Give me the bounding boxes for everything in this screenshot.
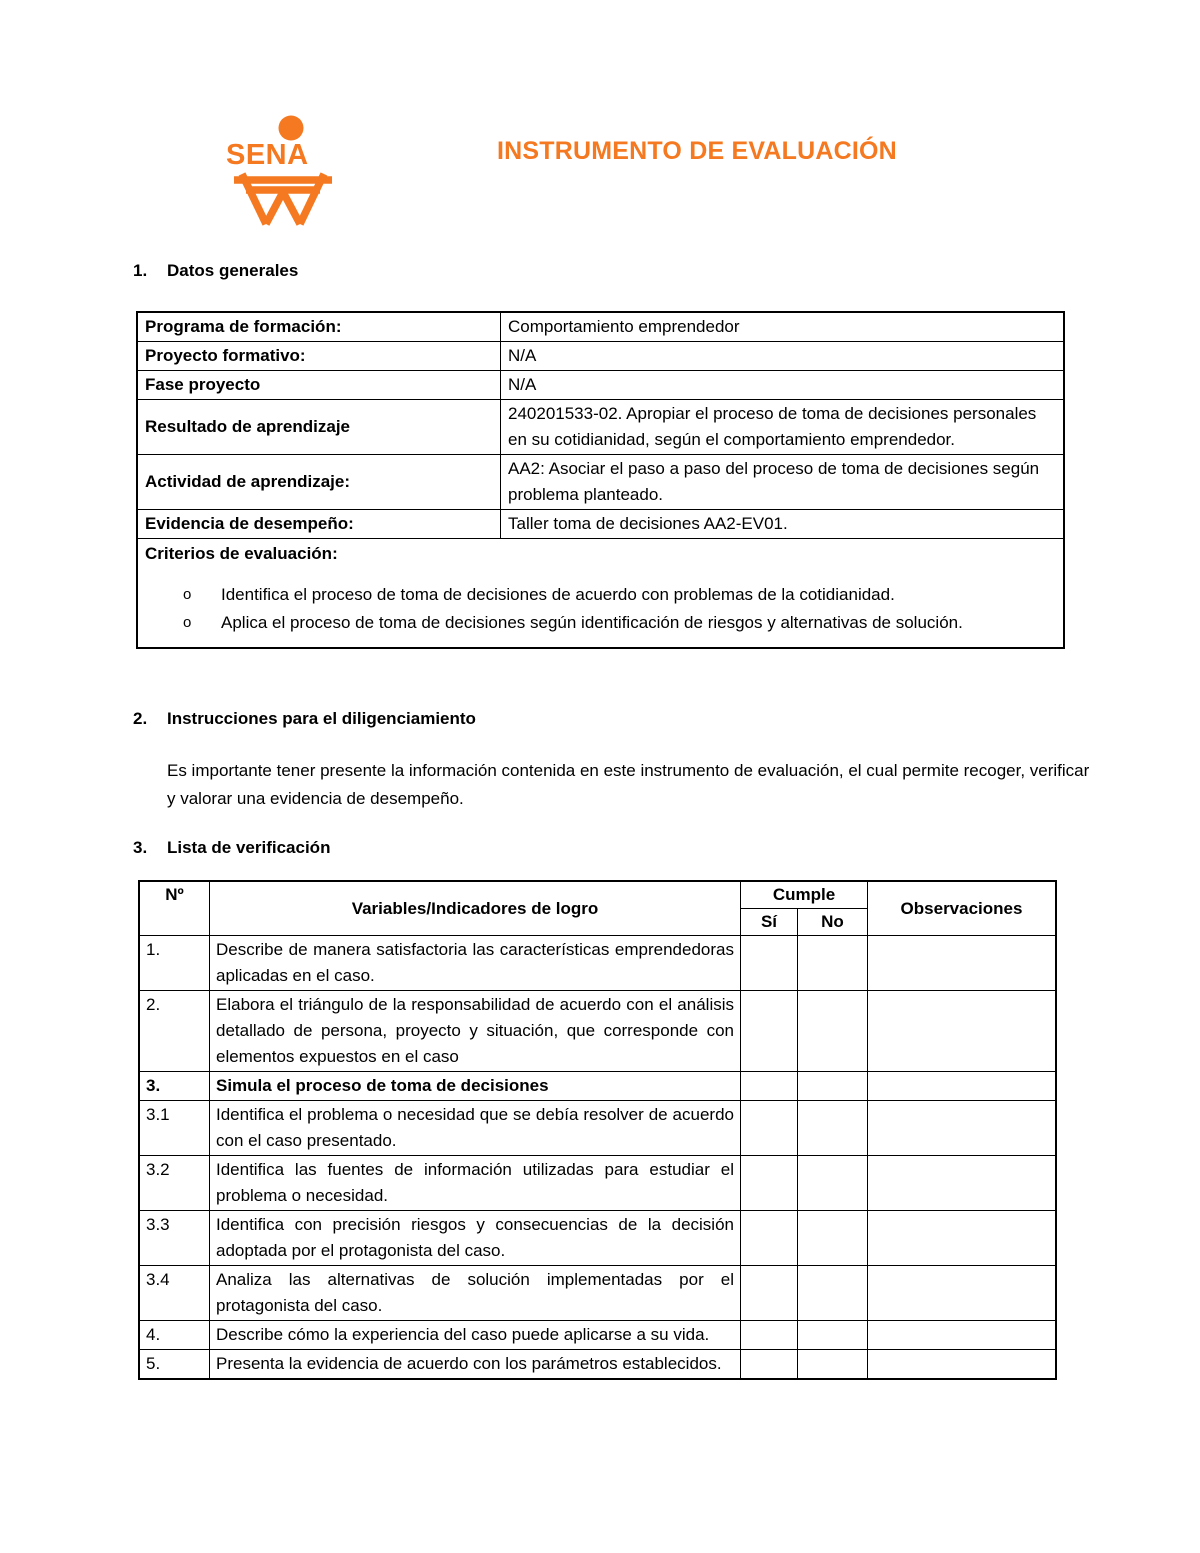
cell-si[interactable] — [741, 1156, 798, 1211]
cell-no[interactable] — [798, 991, 868, 1072]
general-label: Evidencia de desempeño: — [137, 510, 501, 539]
row-number: 3.2 — [139, 1156, 210, 1211]
general-row — [137, 371, 1064, 400]
row-number: 3.1 — [139, 1101, 210, 1156]
general-value: 240201533-02. Apropiar el proceso de toma de decisiones personales en su cotidianidad, según el comportamiento emprendedor. — [501, 400, 1065, 455]
cell-si[interactable] — [741, 1266, 798, 1321]
row-number: 1. — [139, 936, 210, 991]
bullet-icon: o — [183, 614, 192, 631]
cell-si[interactable] — [741, 991, 798, 1072]
checklist-row — [139, 1350, 1056, 1380]
cell-no[interactable] — [798, 1072, 868, 1101]
checklist-row — [139, 1101, 1056, 1156]
general-row — [137, 400, 1064, 455]
criteria-cell — [137, 539, 1064, 649]
cell-si[interactable] — [741, 1101, 798, 1156]
cell-no[interactable] — [798, 1266, 868, 1321]
cell-observations[interactable] — [868, 1101, 1057, 1156]
criteria-list — [145, 581, 1056, 637]
logo-wordmark: SENA — [226, 139, 309, 171]
cell-no[interactable] — [798, 1321, 868, 1350]
cell-si[interactable] — [741, 1350, 798, 1380]
checklist-header-row — [139, 881, 1056, 909]
cell-observations[interactable] — [868, 991, 1057, 1072]
general-label: Fase proyecto — [137, 371, 501, 400]
cell-observations[interactable] — [868, 1156, 1057, 1211]
general-row — [137, 455, 1064, 510]
section-3-label: Lista de verificación — [167, 838, 331, 857]
row-indicator: Identifica con precisión riesgos y consecuencias de la decisión adoptada por el protagonista del caso. — [210, 1211, 741, 1266]
cell-observations[interactable] — [868, 1266, 1057, 1321]
row-number: 2. — [139, 991, 210, 1072]
section-2-number: 2. — [133, 709, 148, 728]
cell-no[interactable] — [798, 1101, 868, 1156]
cell-observations[interactable] — [868, 1350, 1057, 1380]
section-1-title — [133, 261, 298, 281]
cell-si[interactable] — [741, 1321, 798, 1350]
row-indicator: Analiza las alternativas de solución implementadas por el protagonista del caso. — [210, 1266, 741, 1321]
row-number: 3. — [139, 1072, 210, 1101]
header-cumple: Cumple — [741, 881, 868, 909]
row-indicator: Identifica el problema o necesidad que se debía resolver de acuerdo con el caso presentado. — [210, 1101, 741, 1156]
row-number: 3.3 — [139, 1211, 210, 1266]
general-row — [137, 510, 1064, 539]
cell-si[interactable] — [741, 1072, 798, 1101]
header-no: No — [798, 909, 868, 936]
checklist-row — [139, 936, 1056, 991]
criteria-item — [145, 581, 1056, 609]
row-indicator: Presenta la evidencia de acuerdo con los parámetros establecidos. — [210, 1350, 741, 1380]
row-indicator: Identifica las fuentes de información utilizadas para estudiar el problema o necesidad. — [210, 1156, 741, 1211]
section-3-title — [133, 838, 330, 858]
criteria-item — [145, 609, 1056, 637]
document-title: INSTRUMENTO DE EVALUACIÓN — [497, 137, 897, 165]
general-value: AA2: Asociar el paso a paso del proceso de toma de decisiones según problema planteado. — [501, 455, 1065, 510]
checklist-row — [139, 1072, 1056, 1101]
row-number: 5. — [139, 1350, 210, 1380]
cell-observations[interactable] — [868, 1211, 1057, 1266]
checklist-row — [139, 1156, 1056, 1211]
sena-logo — [224, 112, 342, 228]
cell-si[interactable] — [741, 936, 798, 991]
cell-no[interactable] — [798, 1211, 868, 1266]
instructions-text: Es importante tener presente la información contenida en este instrumento de evaluación, el cual permite recoger, verificar y valorar una evidencia de desempeño. — [167, 761, 1090, 808]
criteria-text: Identifica el proceso de toma de decisiones de acuerdo con problemas de la cotidianidad. — [221, 585, 895, 604]
general-row — [137, 312, 1064, 342]
general-row — [137, 342, 1064, 371]
checklist-table — [138, 880, 1057, 1380]
header-num: Nº — [139, 881, 210, 936]
checklist-row — [139, 991, 1056, 1072]
cell-no[interactable] — [798, 1350, 868, 1380]
general-label: Resultado de aprendizaje — [137, 400, 501, 455]
row-indicator: Describe cómo la experiencia del caso puede aplicarse a su vida. — [210, 1321, 741, 1350]
cell-si[interactable] — [741, 1211, 798, 1266]
row-number: 4. — [139, 1321, 210, 1350]
header-observations: Observaciones — [868, 881, 1057, 936]
general-value: Comportamiento emprendedor — [501, 312, 1065, 342]
row-indicator: Describe de manera satisfactoria las características emprendedoras aplicadas en el caso. — [210, 936, 741, 991]
row-indicator: Elabora el triángulo de la responsabilidad de acuerdo con el análisis detallado de persona, proyecto y situación, que corresponde con elementos expuestos en el caso — [210, 991, 741, 1072]
section-3-number: 3. — [133, 838, 148, 857]
criteria-label: Criterios de evaluación: — [145, 544, 338, 563]
general-label: Actividad de aprendizaje: — [137, 455, 501, 510]
cell-no[interactable] — [798, 1156, 868, 1211]
criteria-text: Aplica el proceso de toma de decisiones según identificación de riesgos y alternativas de solución. — [221, 613, 963, 632]
section-2-title — [133, 709, 476, 729]
logo-head-circle — [279, 116, 304, 141]
header-indicators: Variables/Indicadores de logro — [210, 881, 741, 936]
checklist-row — [139, 1266, 1056, 1321]
row-number: 3.4 — [139, 1266, 210, 1321]
cell-observations[interactable] — [868, 1072, 1057, 1101]
general-value: N/A — [501, 342, 1065, 371]
general-value: Taller toma de decisiones AA2-EV01. — [501, 510, 1065, 539]
section-1-label: Datos generales — [167, 261, 299, 280]
general-value: N/A — [501, 371, 1065, 400]
section-2-label: Instrucciones para el diligenciamiento — [167, 709, 476, 728]
general-label: Programa de formación: — [137, 312, 501, 342]
checklist-row — [139, 1321, 1056, 1350]
cell-no[interactable] — [798, 936, 868, 991]
general-data-table — [136, 311, 1065, 649]
general-label: Proyecto formativo: — [137, 342, 501, 371]
cell-observations[interactable] — [868, 936, 1057, 991]
section-1-number: 1. — [133, 261, 148, 280]
cell-observations[interactable] — [868, 1321, 1057, 1350]
row-indicator: Simula el proceso de toma de decisiones — [210, 1072, 741, 1101]
criteria-row — [137, 539, 1064, 649]
bullet-icon: o — [183, 586, 192, 603]
checklist-row — [139, 1211, 1056, 1266]
header-si: Sí — [741, 909, 798, 936]
